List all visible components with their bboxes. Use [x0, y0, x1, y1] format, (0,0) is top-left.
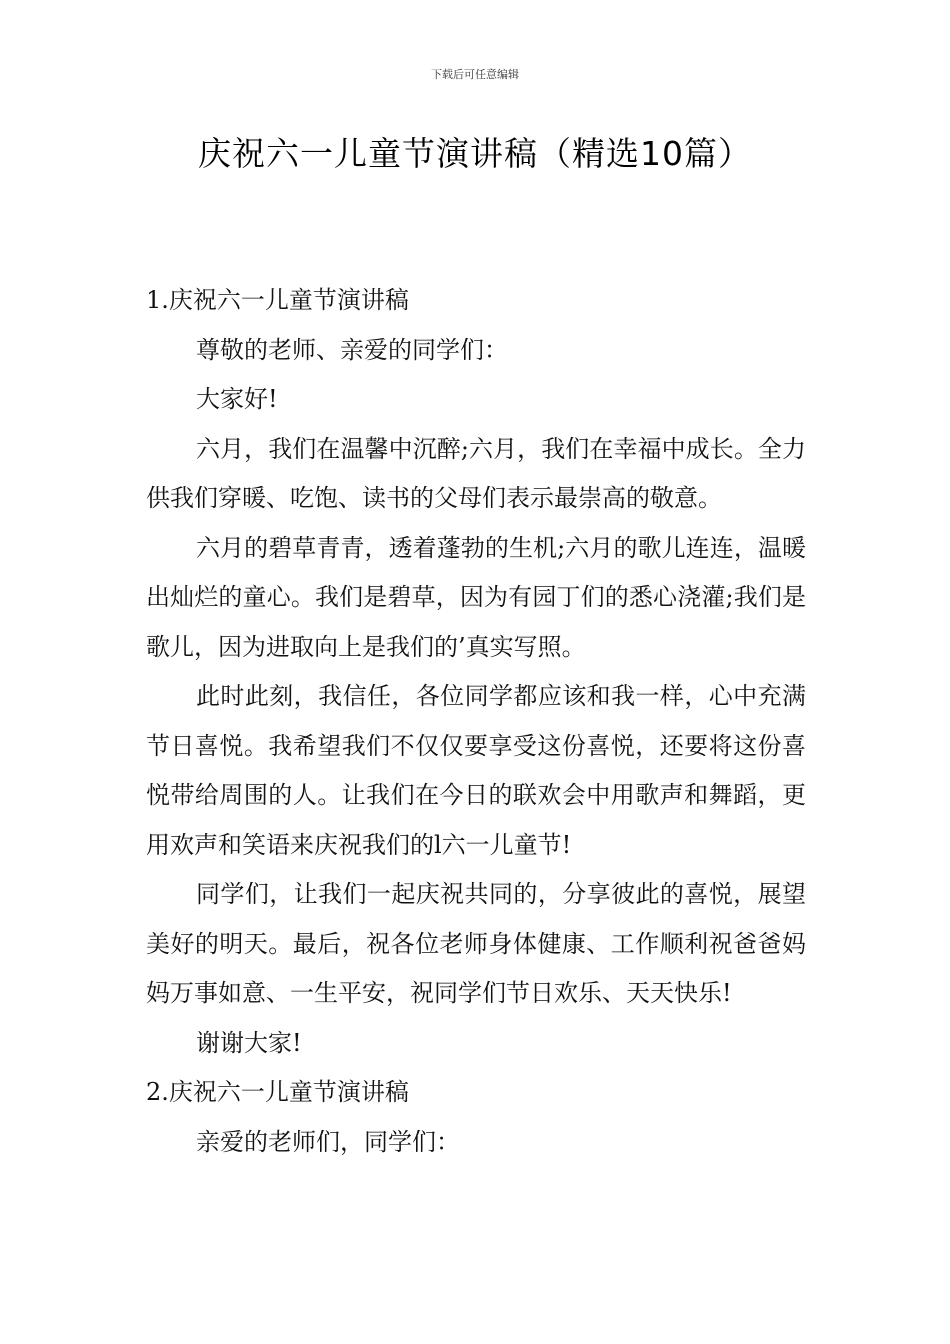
section-heading: 1.庆祝六一儿童节演讲稿: [146, 286, 409, 314]
paragraph: 六月，我们在温馨中沉醉;六月，我们在幸福中成长。全力供我们穿暖、吃饱、读书的父母们表示最崇高的敬意。: [146, 434, 806, 512]
paragraph: 同学们，让我们一起庆祝共同的，分享彼此的喜悦，展望美好的明天。最后，祝各位老师身体健康、工作顺利祝爸爸妈妈万事如意、一生平安，祝同学们节日欢乐、天天快乐!: [146, 880, 806, 1007]
document-body: [146, 276, 806, 1167]
paragraph: 此时此刻，我信任，各位同学都应该和我一样，心中充满节日喜悦。我希望我们不仅仅要享受这份喜悦，还要将这份喜悦带给周围的人。让我们在今日的联欢会中用歌声和舞蹈，更用欢声和笑语来庆祝我们的l六一儿童节!: [146, 682, 806, 859]
paragraph: 六月的碧草青青，透着蓬勃的生机;六月的歌儿连连，温暖出灿烂的童心。我们是碧草，因为有园丁们的悉心浇灌;我们是歌儿，因为进取向上是我们的’真实写照。: [146, 533, 806, 661]
section-heading: 2.庆祝六一儿童节演讲稿: [146, 1078, 409, 1106]
header-note: 下载后可任意编辑: [431, 68, 519, 81]
paragraph: 谢谢大家!: [196, 1028, 302, 1057]
document-title: 庆祝六一儿童节演讲稿（精选10篇）: [198, 134, 752, 173]
paragraph: 亲爱的老师们，同学们：: [196, 1127, 460, 1156]
paragraph: 尊敬的老师、亲爱的同学们：: [196, 335, 508, 364]
paragraph: 大家好!: [196, 385, 278, 413]
